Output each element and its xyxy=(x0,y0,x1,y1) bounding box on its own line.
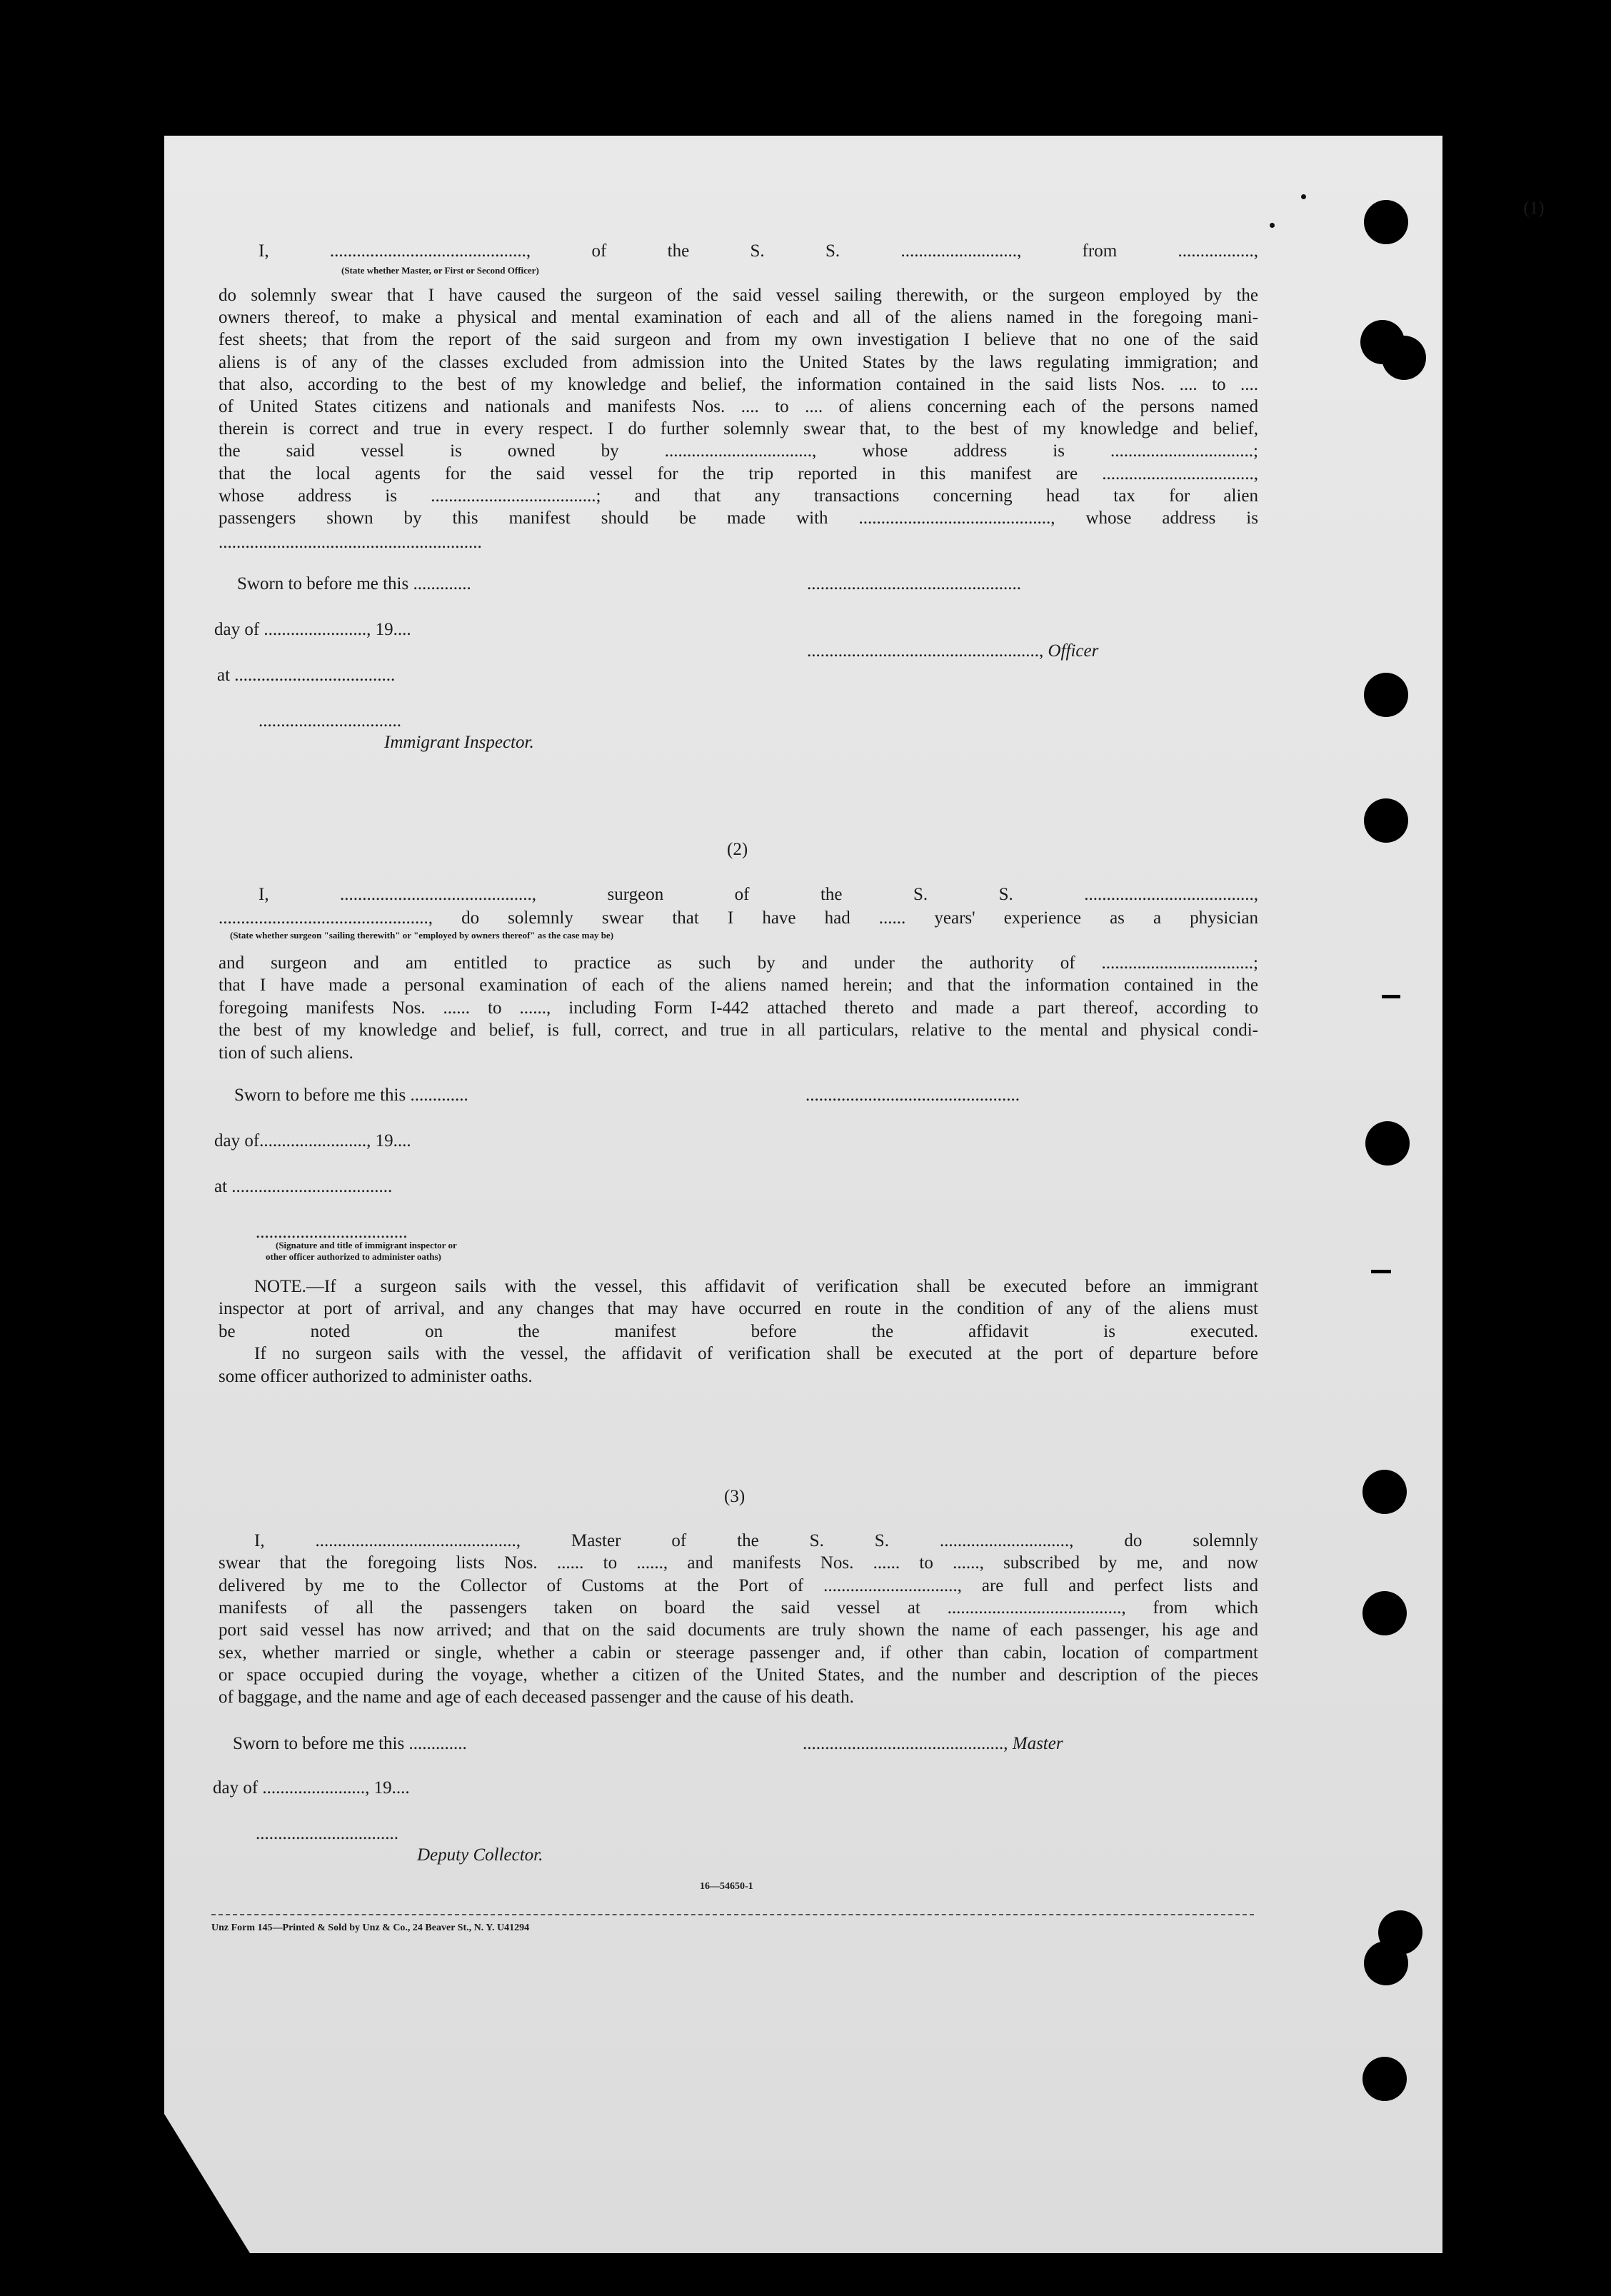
day-line-3: day of ......................., 19.... xyxy=(213,1778,410,1798)
paragraph-line: be noted on the manifest before the affidavit is executed. xyxy=(219,1321,1258,1341)
paragraph-line: fest sheets; that from the report of the said surgeon and from my own investigation I believe that no one of the said xyxy=(219,330,1258,350)
section-2-note: (State whether surgeon "sailing therewith" or "employed by owners thereof" as the case may be) xyxy=(230,930,614,941)
signature-line-2: ................................................ xyxy=(806,1086,1020,1105)
footer-rule xyxy=(211,1914,1254,1915)
punch-hole xyxy=(1364,673,1408,717)
master-dots: ............................................., xyxy=(803,1734,1013,1753)
paragraph-line: or space occupied during the voyage, whether a citizen of the United States, and the number and description of the pieces xyxy=(219,1665,1258,1685)
section-2-line1: I, ..........................................., surgeon of the S. S. ......................................, xyxy=(259,885,1258,904)
paragraph-line: delivered by me to the Collector of Customs at the Port of .............................., are full and perfect lists and xyxy=(219,1575,1258,1595)
paragraph-line: of baggage, and the name and age of each deceased passenger and the cause of his death. xyxy=(219,1688,854,1708)
sworn-line-2: Sworn to before me this ............. xyxy=(234,1086,468,1105)
signature-note-2: other officer authorized to administer oaths) xyxy=(266,1251,441,1262)
deputy-signature-line: ................................ xyxy=(256,1824,398,1843)
at-line-2: at .................................... xyxy=(214,1177,393,1196)
officer-line xyxy=(807,641,1098,661)
paragraph-line: the said vessel is owned by ................................., whose address is ................................; xyxy=(219,441,1258,461)
inspector-label: Immigrant Inspector. xyxy=(384,733,534,752)
punch-hole xyxy=(1364,1941,1408,1985)
paragraph-line: do solemnly swear that I have caused the surgeon of the said vessel sailing therewith, or the surgeon employed by the xyxy=(219,286,1258,305)
section-1-last-line: ........................................................... xyxy=(219,533,482,552)
deputy-label: Deputy Collector. xyxy=(417,1845,543,1865)
printer-footer: Unz Form 145—Printed & Sold by Unz & Co., 24 Beaver St., N. Y. U41294 xyxy=(211,1922,530,1933)
punch-hole xyxy=(1362,2057,1407,2101)
paragraph-line: swear that the foregoing lists Nos. ...... to ......, and manifests Nos. ...... to ......, subscribed by me, and now xyxy=(219,1553,1258,1573)
punch-hole xyxy=(1382,336,1426,380)
paragraph-line: aliens is of any of the classes excluded from admission into the United States by the laws regulating immigration; and xyxy=(219,352,1258,372)
inspector-signature-line: ................................ xyxy=(259,711,401,731)
officer-signature-line-1: ................................................ xyxy=(807,574,1021,593)
master-label: Master xyxy=(1012,1734,1063,1753)
paragraph-line: port said vessel has now arrived; and that on the said documents are truly shown the name of each passenger, his age and xyxy=(219,1620,1258,1640)
punch-hole xyxy=(1362,1470,1407,1514)
paragraph-line: that I have made a personal examination of each of the aliens named herein; and that the information contained in the xyxy=(219,976,1258,996)
paragraph-line: manifests of all the passengers taken on board the said vessel at ......................................., from which xyxy=(219,1598,1258,1618)
paragraph-line: the best of my knowledge and belief, is full, correct, and true in all particulars, relative to the mental and physical condi- xyxy=(219,1021,1258,1041)
section-1-line1: I, ............................................, of the S. S. .........................., from ................., xyxy=(259,241,1258,261)
punch-hole xyxy=(1364,798,1408,843)
paragraph-line: owners thereof, to make a physical and mental examination of each and all of the aliens named in the foregoing mani- xyxy=(219,308,1258,328)
master-line xyxy=(803,1734,1063,1754)
section-2-number: (2) xyxy=(727,840,748,859)
section-1-number: (1) xyxy=(1523,199,1545,218)
inspector-signature-line-2: .................................. xyxy=(256,1223,408,1242)
section-1-note: (State whether Master, or First or Second Officer) xyxy=(341,265,539,276)
paragraph-line: inspector at port of arrival, and any changes that may have occurred en route in the condition of any of the aliens must xyxy=(219,1299,1258,1319)
paragraph-line: and surgeon and am entitled to practice as such by and under the authority of ..................................; xyxy=(219,953,1258,973)
paragraph-line: some officer authorized to administer oaths. xyxy=(219,1366,533,1386)
section-2-line2: ..............................................., do solemnly swear that I have had ...... years' experience as a physician xyxy=(219,908,1258,928)
paragraph-line: that the local agents for the said vessel for the trip reported in this manifest are .................................., xyxy=(219,463,1258,483)
paragraph-line: tion of such aliens. xyxy=(219,1043,353,1063)
signature-note-1: (Signature and title of immigrant inspector or xyxy=(276,1240,457,1250)
officer-label: Officer xyxy=(1048,641,1099,661)
paragraph-line: of United States citizens and nationals and manifests Nos. .... to .... of aliens concerning each of the persons named xyxy=(219,397,1258,416)
paragraph-line: sex, whether married or single, whether a cabin or steerage passenger and, if other than cabin, location of compartment xyxy=(219,1643,1258,1663)
edge-mark xyxy=(1382,995,1400,998)
sworn-line-3: Sworn to before me this ............. xyxy=(233,1734,467,1753)
at-line-1: at .................................... xyxy=(217,666,396,685)
day-line-2: day of........................, 19.... xyxy=(214,1131,411,1150)
paragraph-line: NOTE.—If a surgeon sails with the vessel, this affidavit of verification shall be executed before an immigrant xyxy=(254,1277,1258,1296)
paragraph-line: foregoing manifests Nos. ...... to ......, including Form I-442 attached thereto and made a part thereof, according to xyxy=(219,998,1258,1018)
sworn-line-1: Sworn to before me this ............. xyxy=(237,574,471,593)
paragraph-line: I, ............................................., Master of the S. S. ............................., do solemnly xyxy=(254,1531,1258,1550)
paragraph-line: therein is correct and true in every respect. I do further solemnly swear that, to the best of my knowledge and belief, xyxy=(219,419,1258,439)
officer-dots: ...................................................., xyxy=(807,641,1048,661)
paragraph-line: passengers shown by this manifest should be made with ..........................................., whose address is xyxy=(219,508,1258,528)
day-line-1: day of ......................., 19.... xyxy=(214,620,411,639)
paragraph-line: whose address is .....................................; and that any transactions concerning head tax for alien xyxy=(219,486,1258,506)
section-3-number: (3) xyxy=(724,1487,746,1506)
paragraph-line: If no surgeon sails with the vessel, the affidavit of verification shall be executed at the port of departure before xyxy=(254,1344,1258,1364)
paragraph-line: that also, according to the best of my knowledge and belief, the information contained in the said lists Nos. .... to .... xyxy=(219,374,1258,394)
punch-hole xyxy=(1362,1591,1407,1635)
speck xyxy=(1270,223,1275,228)
edge-mark xyxy=(1371,1270,1391,1273)
punch-hole xyxy=(1365,1121,1410,1165)
form-number: 16—54650-1 xyxy=(700,1881,753,1892)
